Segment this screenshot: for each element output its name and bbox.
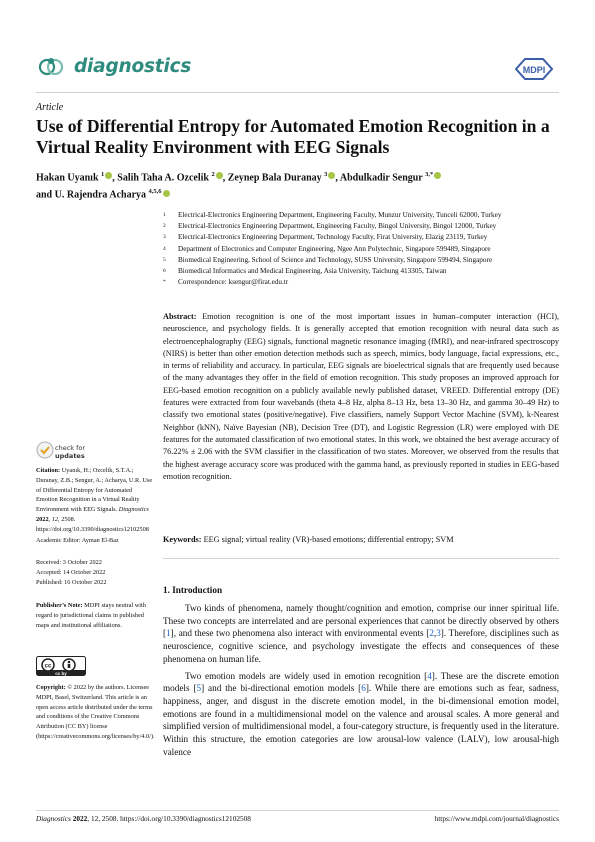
- paragraph-text: ], and these two phenomena also interact with environmental events [: [170, 628, 430, 639]
- orcid-icon[interactable]: [434, 172, 441, 179]
- citation-ref-link[interactable]: 3: [436, 628, 441, 639]
- publisher-note-label: Publisher’s Note:: [36, 602, 83, 609]
- citation-text: Uyanık, H.; Ozcelik, S.T.A.; Duranay, Z.B.; Sengur, A.; Acharya, U.R. Use of Differential Entropy for Automated Emotion Recognition in a Virtual Reality Environment with EEG Signals.: [36, 467, 153, 514]
- author-line-2: [36, 185, 559, 202]
- intro-paragraph-2: [163, 670, 559, 759]
- affiliation-item: [163, 210, 563, 221]
- paragraph-text: ] and the bi-directional emotion models [: [201, 683, 362, 694]
- cc-by-license-icon[interactable]: [36, 656, 86, 676]
- affiliation-number: 4: [163, 245, 166, 252]
- affiliation-text: Electrical-Electronics Engineering Department, Engineering Faculty, Munzur University, Tunceli 62000, Turkey: [178, 211, 502, 219]
- keywords-label: Keywords:: [163, 535, 202, 544]
- citation-ref-link[interactable]: 6: [361, 683, 366, 694]
- header-divider: [36, 92, 559, 93]
- citation-volume: 12,: [51, 515, 60, 523]
- affiliation-item: [163, 221, 563, 232]
- footer-year: 2022: [72, 814, 88, 823]
- academic-editor: Academic Editor: Ayman El-Baz: [36, 537, 119, 544]
- citation-ref-link[interactable]: 1: [166, 628, 171, 639]
- article-title: Use of Differential Entropy for Automated Emotion Recognition in a Virtual Reality Environment with EEG Signals: [36, 116, 550, 157]
- footer-journal-url[interactable]: https://www.mdpi.com/journal/diagnostics: [434, 814, 559, 823]
- keywords: [163, 535, 559, 544]
- published-date: Published: 16 October 2022: [36, 579, 107, 586]
- abstract: [163, 311, 559, 483]
- orcid-icon[interactable]: [216, 172, 223, 179]
- affiliation-text: Biomedical Engineering, School of Science and Technology, SUSS University, Singapore 599494, Singapore: [178, 255, 493, 264]
- author-affil-sup: 2: [211, 171, 215, 178]
- author-list: [36, 168, 559, 203]
- author-name: Zeynep Bala Duranay: [227, 172, 325, 184]
- affiliation-number: *: [163, 279, 166, 286]
- paragraph-text: Two kinds of phenomena, namely thought/cognition and emotion, comprise our inner spiritual life. These two concepts are interrelated and are personal experiences that cannot be directly observed by others [: [163, 603, 559, 639]
- affiliation-item: [163, 277, 563, 288]
- orcid-icon[interactable]: [163, 190, 170, 197]
- author-name: Hakan Uyanık: [36, 172, 102, 184]
- affiliation-item: [163, 232, 563, 243]
- mdpi-logo-text: MDPI: [522, 65, 546, 75]
- paragraph-text: ]. Therefore, disciplines such as neuroscience, cognitive science, and psychology investigate the effects and consequences of these phenomena on human life.: [163, 628, 559, 664]
- affiliations: [163, 210, 563, 288]
- received-date: Received: 3 October 2022: [36, 559, 102, 566]
- footer-divider: [36, 810, 559, 811]
- paragraph-text: ]. These are the discrete emotion models [: [163, 670, 559, 694]
- affiliation-text: Correspondence: ksengur@firat.edu.tr: [178, 278, 289, 287]
- footer-doi[interactable]: , 12, 2508. https://doi.org/10.3390/diagnostics12102508: [87, 814, 251, 823]
- paragraph-text: ]. While there are emotions such as fear, sadness, happiness, anger, and disgust in the discrete emotion model, in the bi-dimensional emotion model, emotions are found in a multidimensional model on the valence and arousal scales. A more general and simplified version of multidimensional model, a four-category structure, is frequently used in the literature. Within this structure, the emotion categories are low arousal-low valence (LALV), low arousal-high valence: [163, 683, 560, 757]
- mdpi-logo-icon[interactable]: [515, 58, 553, 80]
- author-affil-sup: 3,*: [425, 171, 434, 178]
- abstract-text: Emotion recognition is one of the most important issues in human–computer interaction (HCI), neuroscience, and psychology fields. It is generally accepted that emotion recognition with neural data such as electroencephalography (EEG) signals, functional magnetic resonance imaging (fMRI), and near-infrared spectroscopy (NIRS) is better than other emotion detection methods such as speech, mimics, body language, facial expressions, etc., in terms of reliability and accuracy. In particular, EEG signals are bioelectrical signals that are frequently used because of the many advantages they offer in the field of emotion recognition. This study proposes an improved approach for EEG-based emotion recognition on a publicly available newly published dataset, VREED. Differential entropy (DE) features were extracted from four wavebands (theta 4–8 Hz, alpha 8–13 Hz, beta 13–30 Hz, and gamma 30–49 Hz) to classify two emotional states (positive/negative). Five classifiers, namely Support Vector Machine (SVM), k-Nearest Neighbor (kNN), Naïve Bayesian (NB), Decision Tree (DT), and Logistic Regression (LR) were employed with DE features for the automated classification of two emotional states. In this work, we obtained the best average accuracy of 76.22% ± 2.06 with the SVM classifier in the classification of two states. Moreover, we observed from the results that the highest average accuracy score was produced with the gamma band, as previously reported in studies in EEG-based emotion recognition.: [163, 312, 560, 481]
- paragraph-text: Two emotion models are widely used in emotion recognition [: [185, 670, 428, 681]
- publisher-note: [36, 601, 154, 630]
- intro-paragraph-1: [163, 602, 559, 666]
- affiliation-item: [163, 255, 563, 266]
- author-name: Salih Taha A. Ozcelik: [117, 172, 212, 184]
- citation-block: Citation: Uyanık, H.; Ozcelik, S.T.A.; Duranay, Z.B.; Sengur, A.; Acharya, U.R. Use of Differential Entropy for Automated Emotion Recognition in a Virtual Reality Environment with EEG Signals. Diagnostics 2022, 12, 2508. https://doi.org/10.3390/diagnostics12102508: [36, 467, 153, 533]
- copyright-block: [36, 683, 154, 742]
- citation-journal: Diagnostics: [118, 506, 149, 514]
- affiliation-text: Department of Electronics and Computer Engineering, Ngee Ann Polytechnic, Singapore 599489, Singapore: [178, 244, 491, 253]
- check-for-updates-line2: updates: [55, 452, 85, 460]
- abstract-label: Abstract:: [163, 312, 197, 321]
- article-type: Article: [36, 102, 64, 113]
- publisher-note-text: MDPI stays neutral with regard to jurisdictional claims in published maps and institutional affiliations.: [36, 602, 146, 629]
- copyright-label: Copyright:: [36, 684, 66, 691]
- author-name: Abdulkadir Sengur: [339, 172, 426, 184]
- keywords-text: EEG signal; virtual reality (VR)-based emotions; differential entropy; SVM: [203, 535, 454, 544]
- affiliation-text: Biomedical Informatics and Medical Engineering, Asia University, Taichung 413305, Taiwan: [178, 267, 447, 276]
- paragraph-text: ,: [433, 628, 437, 639]
- intro-body: [163, 602, 559, 758]
- affiliation-number: 1: [163, 212, 166, 218]
- author-name: and U. Rajendra Acharya: [36, 189, 149, 201]
- footer-journal: Diagnostics: [36, 814, 71, 823]
- check-for-updates[interactable]: [55, 444, 85, 460]
- check-for-updates-icon[interactable]: [36, 441, 54, 459]
- author-affil-sup: 1: [101, 171, 105, 178]
- author-affil-sup: 4,5,6: [148, 188, 162, 196]
- footer-citation: [36, 814, 251, 823]
- affiliation-text: Electrical-Electronics Engineering Department, Engineering Faculty, Bingol University, Bingol 12000, Turkey: [178, 222, 497, 231]
- accepted-date: Accepted: 14 October 2022: [36, 569, 106, 576]
- cc-by-text: cc by: [55, 671, 67, 676]
- svg-text:cc: cc: [44, 663, 52, 670]
- citation-ref-link[interactable]: 4: [427, 670, 432, 681]
- affiliation-number: 2: [163, 223, 166, 230]
- copyright-text: © 2022 by the authors. Licensee MDPI, Basel, Switzerland. This article is an open access article distributed under the terms and conditions of the Creative Commons Attribution (CC BY) license (https://creativecommons.org/licenses/by/4.0/).: [36, 684, 155, 740]
- affiliation-item: [163, 244, 563, 255]
- affiliation-number: 5: [163, 256, 166, 263]
- journal-name[interactable]: diagnostics: [74, 56, 192, 77]
- section-heading: 1. Introduction: [163, 585, 223, 595]
- affiliation-number: 6: [163, 268, 166, 275]
- affiliation-item: [163, 266, 563, 277]
- keywords-divider: [163, 558, 559, 559]
- affiliation-number: 3: [163, 234, 166, 241]
- affiliation-text: Electrical-Electronics Engineering Department, Technology Faculty, Firat University, Elazig 23119, Turkey: [178, 233, 488, 242]
- citation-label: Citation:: [36, 467, 61, 474]
- check-for-updates-line1: check for: [55, 444, 86, 452]
- citation-ref-link[interactable]: 5: [196, 683, 202, 694]
- author-line-1: Hakan Uyanık $^1$ , Salih Taha A. Ozcelik $^2$ , Zeynep Bala Duranay $^3$ , Abdulkadir Sengur $^{3,*}$: [36, 168, 559, 185]
- citation-doi[interactable]: 2508. https://doi.org/10.3390/diagnostics12102508: [36, 515, 149, 533]
- citation-year: 2022: [36, 515, 49, 523]
- journal-logo-icon: [36, 52, 66, 82]
- citation-ref-link[interactable]: 2: [429, 628, 434, 639]
- author-affil-sup: 3: [324, 171, 328, 178]
